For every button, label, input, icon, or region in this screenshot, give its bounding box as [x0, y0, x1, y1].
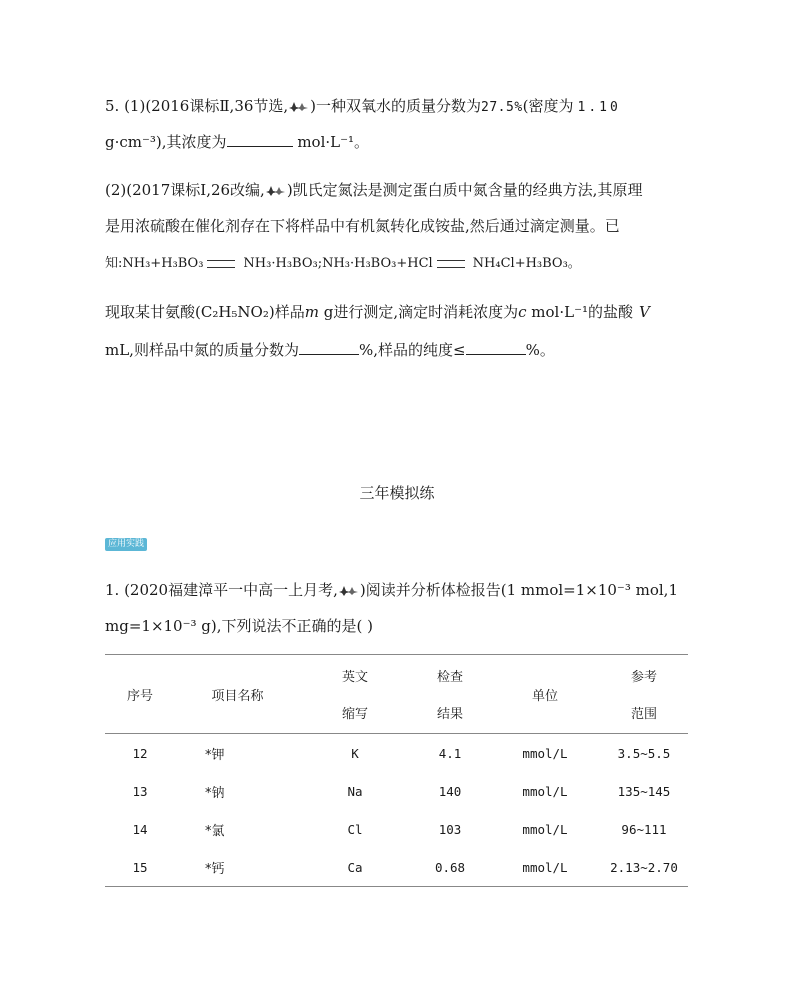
section-tag: 应用实践: [105, 538, 147, 551]
answer-blank[interactable]: [227, 132, 293, 147]
q1-line2: mg=1×10⁻³ g),下列说法不正确的是( ): [105, 617, 373, 635]
q5-part2-line1: (2)(2017课标Ⅰ,26改编, )凯氏定氮法是测定蛋白质中氮含量的经典方法,其原理: [105, 181, 643, 199]
header-range: 参考 范围: [630, 670, 657, 722]
q1-line1: 1. (2020福建漳平一中高一上月考, )阅读并分析体检报告(1 mmol=1×10⁻³ mol,1: [105, 581, 678, 599]
header-serial: 序号: [126, 688, 153, 704]
table-row: 13 *钠 Na 140 mmol/L 135~145: [132, 783, 671, 801]
q5-part2-line4: 现取某甘氨酸(C₂H₅NO₂)样品m g进行测定,滴定时消耗浓度为c mol·L⁻¹的盐酸 V: [105, 303, 650, 321]
table-row: 14 *氯 Cl 103 mmol/L 96~111: [132, 821, 667, 839]
header-result: 检查 结果: [436, 670, 463, 722]
header-unit: 单位: [531, 688, 558, 704]
table-row: 15 *钙 Ca 0.68 mmol/L 2.13~2.70: [105, 848, 688, 887]
checkup-report-table: [105, 654, 688, 887]
difficulty-stars-icon: [289, 101, 309, 113]
difficulty-stars-icon: [339, 585, 359, 597]
q5-part1-line1: 5. (1)(2016课标Ⅱ,36节选, )一种双氧水的质量分数为27.5%(密度为 1.10: [105, 97, 621, 115]
q5-part1-source: 5. (1)(2016课标Ⅱ,36节选,: [105, 97, 289, 115]
answer-blank[interactable]: [299, 340, 359, 355]
q5-part2-line5: mL,则样品中氮的质量分数为 %,样品的纯度≤ %。: [105, 341, 555, 359]
answer-blank[interactable]: [466, 340, 526, 355]
table-header-row: [105, 655, 688, 734]
header-abbr: 英文 缩写: [341, 670, 368, 722]
header-item-name: 项目名称: [211, 688, 264, 704]
q5-part1-line2: g·cm⁻³),其浓度为 mol·L⁻¹。: [105, 133, 370, 151]
difficulty-stars-icon: [266, 185, 286, 197]
reaction-equals-icon: [207, 260, 235, 268]
q5-part2-line2: 是用浓硫酸在催化剂存在下将样品中有机氮转化成铵盐,然后通过滴定测量。已: [105, 217, 620, 235]
section-title: 三年模拟练: [359, 484, 435, 502]
q5-part2-line3: 知:NH₃+H₃BO₃ NH₃·H₃BO₃;NH₃·H₃BO₃+HCl NH₄Cl+H₃BO₃。: [105, 256, 581, 271]
table-row: 12 *钾 K 4.1 mmol/L 3.5~5.5: [132, 745, 671, 763]
reaction-equals-icon: [437, 260, 465, 268]
